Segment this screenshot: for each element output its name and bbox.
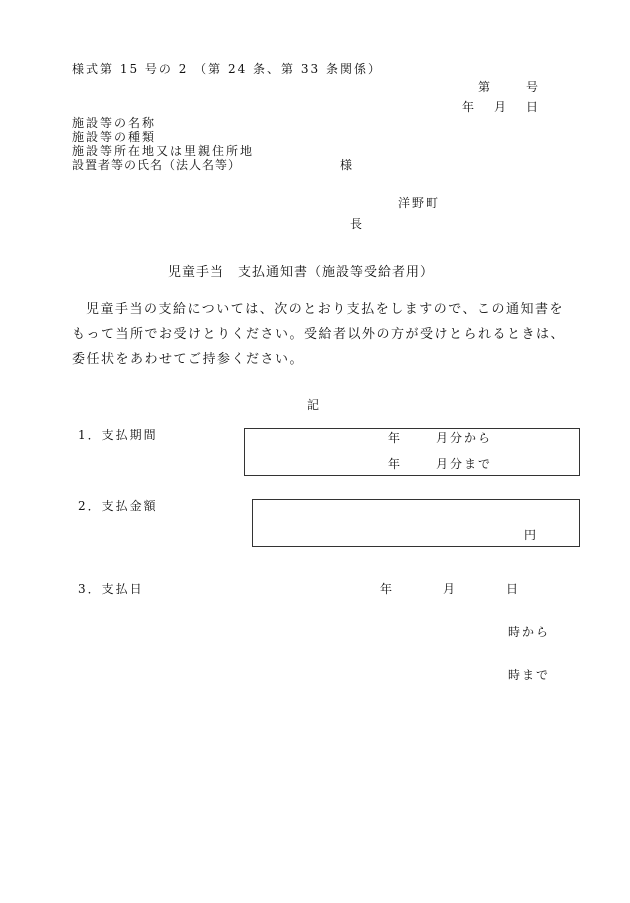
- date-month: 月: [494, 100, 507, 114]
- issuer-title: 長: [350, 217, 363, 231]
- honorific: 様: [340, 158, 353, 172]
- payment-date-year: 年: [380, 582, 393, 596]
- period-to-month: 月分まで: [436, 457, 493, 471]
- document-title: 児童手当 支払通知書（施設等受給者用）: [168, 265, 435, 280]
- doc-number-prefix: 第: [478, 80, 491, 94]
- body-text: 児童手当の支給については、次のとおり支払をしますので、この通知書をもって当所でお受けとりください。受給者以外の方が受けとられるときは、委任状をあわせてご持参ください。: [72, 302, 566, 367]
- facility-name-label: 施設等の名称: [72, 116, 157, 130]
- payment-period-label: 1．支払期間: [78, 428, 158, 442]
- payment-amount-label: 2．支払金額: [78, 499, 158, 513]
- payment-date-month: 月: [443, 582, 456, 596]
- payment-time-from: 時から: [508, 625, 551, 639]
- doc-number-suffix: 号: [526, 80, 539, 94]
- facility-type-label: 施設等の種類: [72, 130, 157, 144]
- ki-label: 記: [307, 398, 320, 412]
- date-year: 年: [462, 100, 475, 114]
- issuer-town: 洋野町: [398, 196, 441, 210]
- payment-date-label: 3．支払日: [78, 582, 144, 596]
- amount-unit: 円: [524, 528, 537, 542]
- payment-period-box: [244, 428, 580, 476]
- form-header: 様式第 15 号の 2 （第 24 条、第 33 条関係）: [72, 62, 382, 76]
- payment-time-to: 時まで: [508, 668, 551, 682]
- payment-date-day: 日: [506, 582, 519, 596]
- founder-name-label: 設置者等の氏名（法人名等）: [72, 158, 242, 172]
- date-day: 日: [526, 100, 539, 114]
- period-to-year: 年: [388, 457, 401, 471]
- period-from-year: 年: [388, 431, 401, 445]
- facility-address-label: 施設等所在地又は里親住所地: [72, 144, 255, 158]
- period-from-month: 月分から: [436, 431, 493, 445]
